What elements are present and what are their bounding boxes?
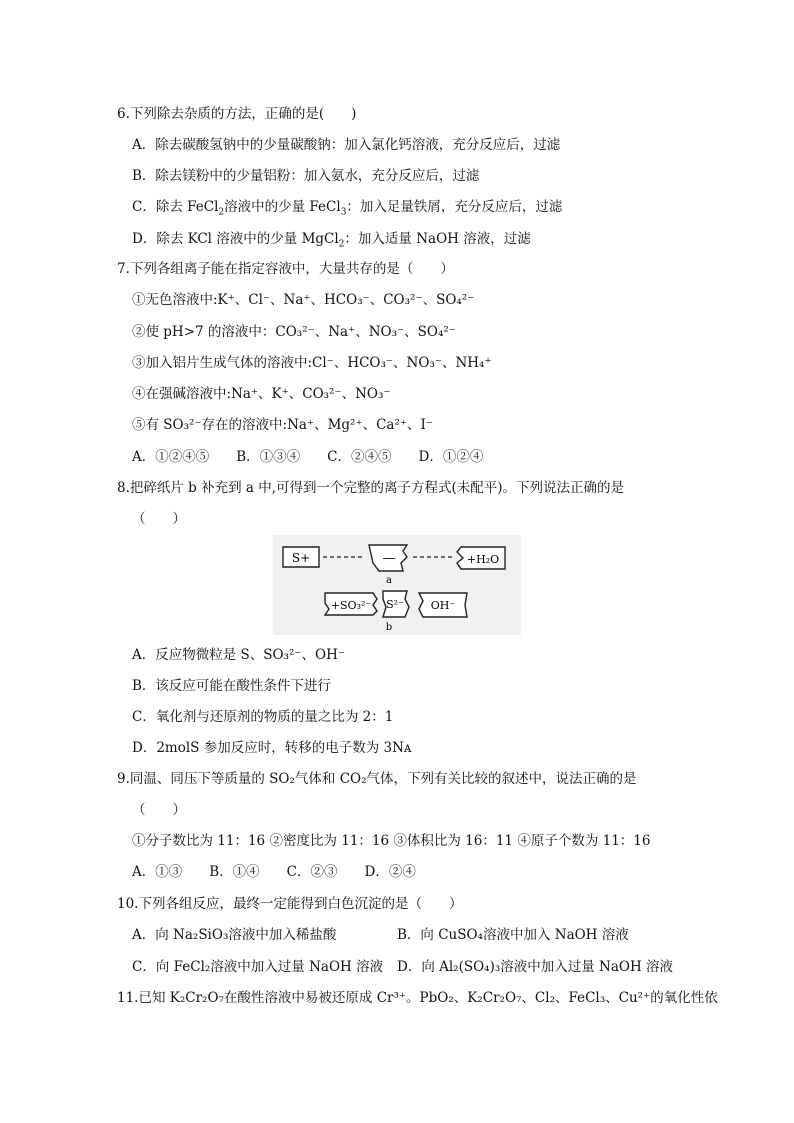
scrap-a-right-text: +H₂O [466, 553, 500, 566]
q8-option-a: A．反应物微粒是 S、SO₃²⁻、OH⁻ [132, 647, 346, 663]
q9-choices: A．①③ B．①④ C．②③ D．②④ [132, 864, 416, 880]
q6-option-a: A．除去碳酸氢钠中的少量碳酸钠：加入氯化钙溶液，充分反应后，过滤 [132, 137, 561, 153]
scrap-b-3-text: OH⁻ [430, 599, 456, 612]
scrap-b-1-text: +SO₃²⁻ [330, 599, 372, 612]
q10-option-a: A．向 Na₂SiO₃溶液中加入稀盐酸 [132, 927, 337, 943]
q7-choices: A．①②④⑤ B．①③④ C．②④⑤ D．①②④ [132, 449, 484, 465]
q10-option-b: B．向 CuSO₄溶液中加入 NaOH 溶液 [397, 927, 629, 943]
scrap-b-2-text: S²⁻ [386, 598, 404, 611]
q6-stem: 6.下列除去杂质的方法，正确的是( ) [117, 106, 357, 122]
q9-answer-paren: （ ） [132, 802, 186, 818]
q10-option-d: D．向 Al₂(SO₄)₃溶液中加入过量 NaOH 溶液 [397, 959, 674, 975]
q10-stem: 10.下列各组反应，最终一定能得到白色沉淀的是（ ） [117, 896, 463, 912]
q8-option-d: D．2molS 参加反应时，转移的电子数为 3Nᴀ [132, 740, 412, 756]
q7-item-5: ⑤有 SO₃²⁻存在的溶液中:Na⁺、Mg²⁺、Ca²⁺、I⁻ [132, 417, 433, 433]
q9-stem: 9.同温、同压下等质量的 SO₂气体和 CO₂气体，下列有关比较的叙述中，说法正确的是 [117, 771, 637, 787]
paper-scraps-svg [273, 535, 521, 635]
q7-stem: 7.下列各组离子能在指定容液中，大量共存的是（ ） [117, 261, 454, 277]
scrap-a-middle-text: — [382, 551, 396, 566]
q7-item-2: ②使 pH>7 的溶液中：CO₃²⁻、Na⁺、NO₃⁻、SO₄²⁻ [132, 324, 456, 340]
q6-option-b: B．除去镁粉中的少量铝粉：加入氨水，充分反应后，过滤 [132, 168, 480, 184]
q9-items: ①分子数比为 11：16 ②密度比为 11：16 ③体积比为 16：11 ④原子个数为 11：16 [132, 833, 651, 849]
q7-item-4: ④在强碱溶液中:Na⁺、K⁺、CO₃²⁻、NO₃⁻ [132, 386, 391, 402]
q8-answer-paren: （ ） [132, 511, 186, 527]
label-a: a [386, 575, 392, 586]
q6-option-c: C．除去 FeCl$_2$溶液中的少量 FeCl$_3$：加入足量铁屑，充分反应后，过滤 [132, 199, 563, 218]
q10-option-c: C．向 FeCl₂溶液中加入过量 NaOH 溶液 [132, 959, 384, 975]
q6-option-d: D．除去 KCl 溶液中的少量 MgCl$_2$：加入适量 NaOH 溶液，过滤 [132, 231, 531, 250]
label-b: b [385, 622, 393, 633]
q7-item-3: ③加入铝片生成气体的溶液中:Cl⁻、HCO₃⁻、NO₃⁻、NH₄⁺ [132, 355, 492, 371]
paper-scraps-figure [273, 535, 521, 635]
scrap-a-left-text: S+ [291, 551, 311, 565]
q11-stem: 11.已知 K₂Cr₂O₇在酸性溶液中易被还原成 Cr³⁺。PbO₂、K₂Cr₂O₇、Cl₂、FeCl₃、Cu²⁺的氧化性依 [117, 990, 718, 1006]
q7-item-1: ①无色溶液中:K⁺、Cl⁻、Na⁺、HCO₃⁻、CO₃²⁻、SO₄²⁻ [132, 292, 475, 308]
q8-option-b: B．该反应可能在酸性条件下进行 [132, 678, 331, 694]
q8-option-c: C．氧化剂与还原剂的物质的量之比为 2：1 [132, 709, 394, 725]
q8-stem: 8.把碎纸片 b 补充到 a 中,可得到一个完整的离子方程式(未配平)。下列说法正确的是 [117, 480, 625, 496]
